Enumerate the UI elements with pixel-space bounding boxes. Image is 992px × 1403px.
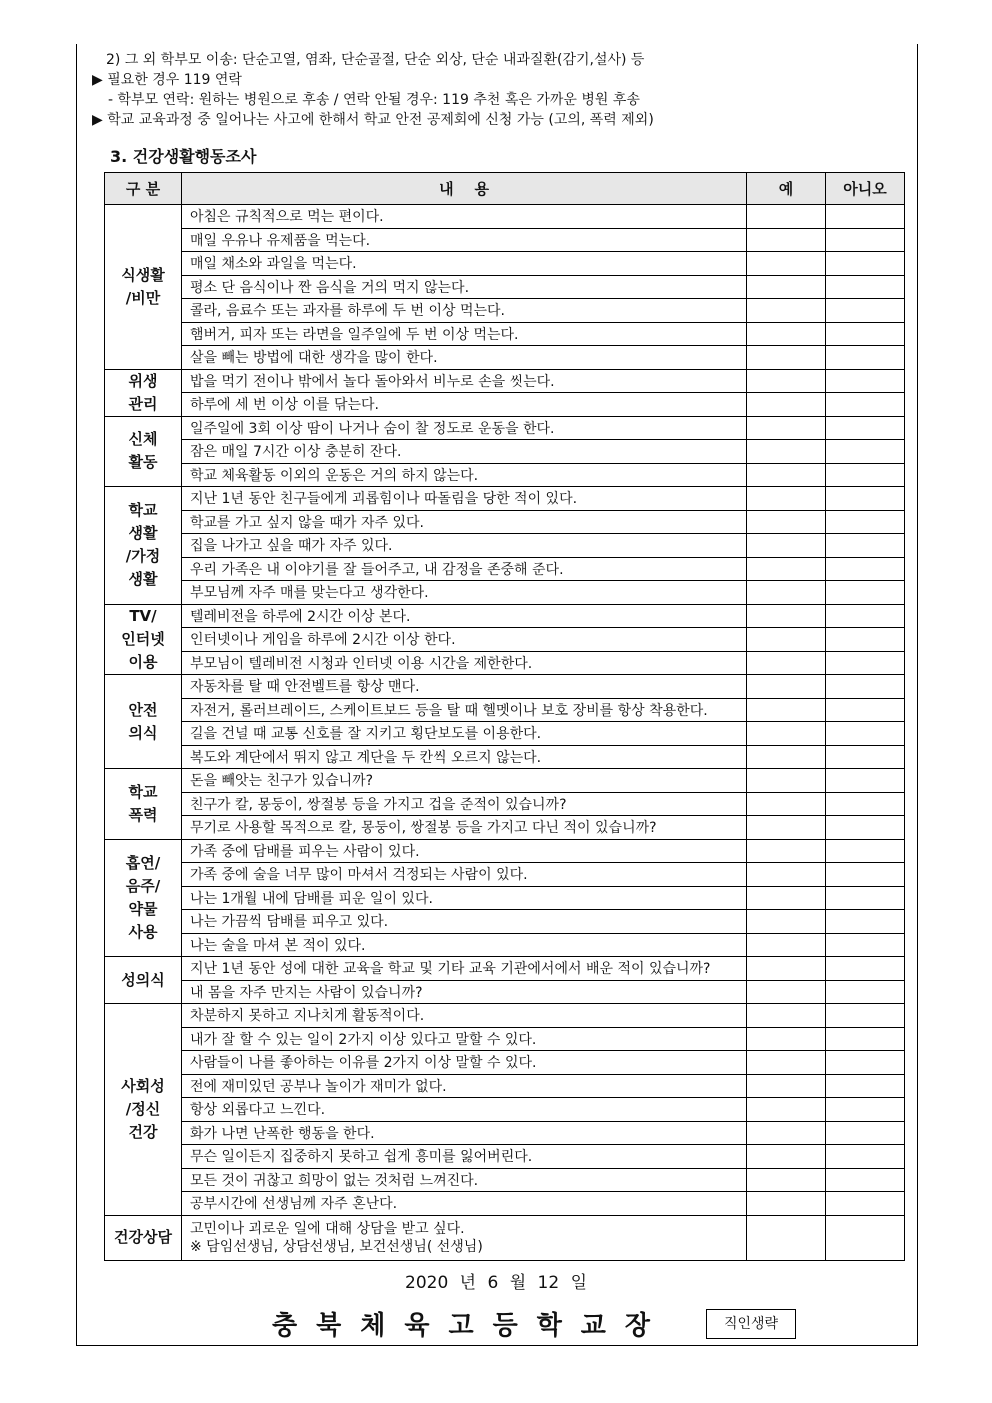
answer-yes-cell[interactable] (747, 863, 826, 887)
question-cell: 차분하지 못하고 지나치게 활동적이다. (182, 1004, 747, 1028)
answer-no-cell[interactable] (826, 651, 905, 675)
table-row (105, 1145, 905, 1169)
answer-no-cell[interactable] (826, 1027, 905, 1051)
answer-yes-cell[interactable] (747, 1098, 826, 1122)
answer-yes-cell[interactable] (747, 722, 826, 746)
header-content: 내 용 (182, 173, 747, 205)
header-no: 아니오 (826, 173, 905, 205)
question-cell: 집을 나가고 싶을 때가 자주 있다. (182, 534, 747, 558)
answer-yes-cell[interactable] (747, 205, 826, 229)
answer-no-cell[interactable] (826, 393, 905, 417)
question-cell: 일주일에 3회 이상 땀이 나거나 숨이 찰 정도로 운동을 한다. (182, 416, 747, 440)
question-cell: 내가 잘 할 수 있는 일이 2가지 이상 있다고 말할 수 있다. (182, 1027, 747, 1051)
answer-yes-cell[interactable] (747, 510, 826, 534)
table-row (105, 957, 905, 981)
table-row (105, 510, 905, 534)
answer-no-cell[interactable] (826, 1192, 905, 1216)
answer-yes-cell[interactable] (747, 604, 826, 628)
answer-no-cell[interactable] (826, 1215, 905, 1260)
answer-yes-cell[interactable] (747, 745, 826, 769)
answer-no-cell[interactable] (826, 322, 905, 346)
health-survey-table (104, 172, 905, 1261)
answer-yes-cell[interactable] (747, 980, 826, 1004)
table-row (105, 1027, 905, 1051)
question-cell: 하루에 세 번 이상 이를 닦는다. (182, 393, 747, 417)
answer-yes-cell[interactable] (747, 816, 826, 840)
answer-no-cell[interactable] (826, 463, 905, 487)
category-cell: 식생활 /비만 (105, 205, 182, 370)
answer-no-cell[interactable] (826, 722, 905, 746)
answer-yes-cell[interactable] (747, 957, 826, 981)
table-row (105, 816, 905, 840)
table-row (105, 722, 905, 746)
table-row (105, 346, 905, 370)
table-row (105, 792, 905, 816)
question-cell: 고민이나 괴로운 일에 대해 상담을 받고 싶다. ※ 담임선생님, 상담선생님, 보건선생님( 선생님) (182, 1215, 747, 1260)
answer-no-cell[interactable] (826, 792, 905, 816)
answer-no-cell[interactable] (826, 275, 905, 299)
answer-yes-cell[interactable] (747, 1121, 826, 1145)
category-cell: 사회성 /정신 건강 (105, 1004, 182, 1216)
question-cell: 사람들이 나를 좋아하는 이유를 2가지 이상 말할 수 있다. (182, 1051, 747, 1075)
answer-no-cell[interactable] (826, 1098, 905, 1122)
table-row (105, 369, 905, 393)
answer-yes-cell[interactable] (747, 346, 826, 370)
table-row (105, 1168, 905, 1192)
category-cell: 학교 폭력 (105, 769, 182, 840)
category-cell: 성의식 (105, 957, 182, 1004)
answer-no-cell[interactable] (826, 510, 905, 534)
answer-no-cell[interactable] (826, 440, 905, 464)
answer-no-cell[interactable] (826, 1121, 905, 1145)
table-row (105, 1192, 905, 1216)
question-cell: 전에 재미있던 공부나 놀이가 재미가 없다. (182, 1074, 747, 1098)
category-cell: 학교 생활 /가정 생활 (105, 487, 182, 605)
question-cell: 친구가 칼, 몽둥이, 쌍절봉 등을 가지고 겁을 준적이 있습니까? (182, 792, 747, 816)
table-row (105, 675, 905, 699)
answer-yes-cell[interactable] (747, 557, 826, 581)
question-cell: 화가 나면 난폭한 행동을 한다. (182, 1121, 747, 1145)
intro-notes (90, 50, 910, 130)
answer-yes-cell[interactable] (747, 228, 826, 252)
table-row (105, 910, 905, 934)
table-row (105, 299, 905, 323)
table-row (105, 933, 905, 957)
table-row (105, 839, 905, 863)
table-row (105, 322, 905, 346)
category-cell: 흡연/ 음주/ 약물 사용 (105, 839, 182, 957)
question-cell: 항상 외롭다고 느낀다. (182, 1098, 747, 1122)
category-cell: TV/ 인터넷 이용 (105, 604, 182, 675)
answer-no-cell[interactable] (826, 839, 905, 863)
question-cell: 나는 1개월 내에 담배를 피운 일이 있다. (182, 886, 747, 910)
answer-no-cell[interactable] (826, 886, 905, 910)
answer-yes-cell[interactable] (747, 463, 826, 487)
question-cell: 평소 단 음식이나 짠 음식을 거의 먹지 않는다. (182, 275, 747, 299)
answer-yes-cell[interactable] (747, 933, 826, 957)
answer-yes-cell[interactable] (747, 675, 826, 699)
answer-yes-cell[interactable] (747, 581, 826, 605)
answer-no-cell[interactable] (826, 416, 905, 440)
answer-no-cell[interactable] (826, 675, 905, 699)
table-row (105, 651, 905, 675)
table-row (105, 769, 905, 793)
question-cell: 콜라, 음료수 또는 과자를 하루에 두 번 이상 먹는다. (182, 299, 747, 323)
answer-no-cell[interactable] (826, 698, 905, 722)
answer-no-cell[interactable] (826, 816, 905, 840)
table-row (105, 275, 905, 299)
document-date: 2020 년 6 월 12 일 (405, 1273, 587, 1293)
question-cell: 매일 채소와 과일을 먹는다. (182, 252, 747, 276)
question-cell: 학교 체육활동 이외의 운동은 거의 하지 않는다. (182, 463, 747, 487)
intro-line-4: ▶ 학교 교육과정 중 일어나는 사고에 한해서 학교 안전 공제회에 신청 가능 (고의, 폭력 제외) (92, 112, 654, 128)
question-cell: 아침은 규칙적으로 먹는 편이다. (182, 205, 747, 229)
answer-yes-cell[interactable] (747, 416, 826, 440)
question-cell: 가족 중에 담배를 피우는 사람이 있다. (182, 839, 747, 863)
answer-no-cell[interactable] (826, 745, 905, 769)
table-row (105, 1004, 905, 1028)
question-cell: 밥을 먹기 전이나 밖에서 놀다 돌아와서 비누로 손을 씻는다. (182, 369, 747, 393)
answer-no-cell[interactable] (826, 1145, 905, 1169)
question-cell: 나는 가끔씩 담배를 피우고 있다. (182, 910, 747, 934)
answer-no-cell[interactable] (826, 957, 905, 981)
table-row (105, 628, 905, 652)
answer-yes-cell[interactable] (747, 839, 826, 863)
answer-yes-cell[interactable] (747, 369, 826, 393)
answer-yes-cell[interactable] (747, 440, 826, 464)
answer-no-cell[interactable] (826, 581, 905, 605)
table-row (105, 534, 905, 558)
table-row (105, 487, 905, 511)
question-cell: 자동차를 탈 때 안전벨트를 항상 맨다. (182, 675, 747, 699)
table-row (105, 886, 905, 910)
question-cell: 복도와 계단에서 뛰지 않고 계단을 두 칸씩 오르지 않는다. (182, 745, 747, 769)
table-row (105, 1098, 905, 1122)
question-cell: 살을 빼는 방법에 대한 생각을 많이 한다. (182, 346, 747, 370)
question-cell: 가족 중에 술을 너무 많이 마셔서 걱정되는 사람이 있다. (182, 863, 747, 887)
intro-line-3: - 학부모 연락: 원하는 병원으로 후송 / 연락 안될 경우: 119 추천 혹은 가까운 병원 후송 (108, 92, 640, 108)
answer-yes-cell[interactable] (747, 698, 826, 722)
table-row (105, 252, 905, 276)
answer-yes-cell[interactable] (747, 487, 826, 511)
answer-no-cell[interactable] (826, 910, 905, 934)
question-cell: 돈을 빼앗는 친구가 있습니까? (182, 769, 747, 793)
answer-no-cell[interactable] (826, 604, 905, 628)
answer-yes-cell[interactable] (747, 886, 826, 910)
answer-no-cell[interactable] (826, 1004, 905, 1028)
answer-yes-cell[interactable] (747, 299, 826, 323)
answer-no-cell[interactable] (826, 769, 905, 793)
table-row (105, 393, 905, 417)
answer-no-cell[interactable] (826, 557, 905, 581)
table-row (105, 1121, 905, 1145)
answer-no-cell[interactable] (826, 980, 905, 1004)
question-cell: 나는 술을 마셔 본 적이 있다. (182, 933, 747, 957)
answer-no-cell[interactable] (826, 205, 905, 229)
answer-yes-cell[interactable] (747, 322, 826, 346)
answer-yes-cell[interactable] (747, 628, 826, 652)
question-cell: 자전거, 롤러브레이드, 스케이트보드 등을 탈 때 헬멧이나 보호 장비를 항상 착용한다. (182, 698, 747, 722)
answer-yes-cell[interactable] (747, 1004, 826, 1028)
header-category: 구 분 (105, 173, 182, 205)
table-row (105, 698, 905, 722)
table-header-row (105, 173, 905, 205)
table-row (105, 863, 905, 887)
seal-omitted-box: 직인생략 (706, 1309, 796, 1339)
answer-yes-cell[interactable] (747, 1168, 826, 1192)
answer-yes-cell[interactable] (747, 252, 826, 276)
answer-no-cell[interactable] (826, 933, 905, 957)
answer-yes-cell[interactable] (747, 769, 826, 793)
question-cell: 학교를 가고 싶지 않을 때가 자주 있다. (182, 510, 747, 534)
answer-no-cell[interactable] (826, 252, 905, 276)
section-title: 3. 건강생활행동조사 (110, 147, 257, 166)
answer-yes-cell[interactable] (747, 910, 826, 934)
question-cell: 무기로 사용할 목적으로 칼, 몽둥이, 쌍절봉 등을 가지고 다닌 적이 있습니까? (182, 816, 747, 840)
question-cell: 모든 것이 귀찮고 희망이 없는 것처럼 느껴진다. (182, 1168, 747, 1192)
intro-line-2: ▶ 필요한 경우 119 연락 (92, 72, 242, 88)
answer-yes-cell[interactable] (747, 1192, 826, 1216)
question-cell: 길을 건널 때 교통 신호를 잘 지키고 횡단보도를 이용한다. (182, 722, 747, 746)
answer-no-cell[interactable] (826, 534, 905, 558)
question-cell: 내 몸을 자주 만지는 사람이 있습니까? (182, 980, 747, 1004)
answer-yes-cell[interactable] (747, 1145, 826, 1169)
table-row (105, 980, 905, 1004)
category-cell: 신체 활동 (105, 416, 182, 487)
question-cell: 잠은 매일 7시간 이상 충분히 잔다. (182, 440, 747, 464)
table-row (105, 604, 905, 628)
category-cell: 건강상담 (105, 1215, 182, 1260)
question-cell: 인터넷이나 게임을 하루에 2시간 이상 한다. (182, 628, 747, 652)
question-cell: 지난 1년 동안 친구들에게 괴롭힘이나 따돌림을 당한 적이 있다. (182, 487, 747, 511)
answer-yes-cell[interactable] (747, 651, 826, 675)
question-cell: 부모님께 자주 매를 맞는다고 생각한다. (182, 581, 747, 605)
answer-yes-cell[interactable] (747, 393, 826, 417)
intro-line-1: 2) 그 외 학부모 이송: 단순고열, 염좌, 단순골절, 단순 외상, 단순 내과질환(감기,설사) 등 (106, 52, 645, 68)
answer-no-cell[interactable] (826, 487, 905, 511)
question-cell: 지난 1년 동안 성에 대한 교육을 학교 및 기타 교육 기관에서에서 배운 적이 있습니까? (182, 957, 747, 981)
table-row (105, 416, 905, 440)
question-cell: 무슨 일이든지 집중하지 못하고 쉽게 흥미를 잃어버린다. (182, 1145, 747, 1169)
question-cell: 우리 가족은 내 이야기를 잘 들어주고, 내 감정을 존중해 준다. (182, 557, 747, 581)
question-cell: 부모님이 텔레비전 시청과 인터넷 이용 시간을 제한한다. (182, 651, 747, 675)
answer-yes-cell[interactable] (747, 1215, 826, 1260)
answer-no-cell[interactable] (826, 228, 905, 252)
question-cell: 텔레비전을 하루에 2시간 이상 본다. (182, 604, 747, 628)
table-row (105, 1051, 905, 1075)
answer-yes-cell[interactable] (747, 534, 826, 558)
answer-yes-cell[interactable] (747, 275, 826, 299)
answer-no-cell[interactable] (826, 863, 905, 887)
answer-no-cell[interactable] (826, 346, 905, 370)
answer-yes-cell[interactable] (747, 792, 826, 816)
question-cell: 공부시간에 선생님께 자주 혼난다. (182, 1192, 747, 1216)
table-row (105, 440, 905, 464)
answer-no-cell[interactable] (826, 299, 905, 323)
question-cell: 햄버거, 피자 또는 라면을 일주일에 두 번 이상 먹는다. (182, 322, 747, 346)
table-row (105, 205, 905, 229)
header-yes: 예 (747, 173, 826, 205)
answer-yes-cell[interactable] (747, 1074, 826, 1098)
question-cell: 매일 우유나 유제품을 먹는다. (182, 228, 747, 252)
table-row (105, 581, 905, 605)
table-row (105, 463, 905, 487)
answer-no-cell[interactable] (826, 1074, 905, 1098)
answer-yes-cell[interactable] (747, 1027, 826, 1051)
table-row (105, 1074, 905, 1098)
answer-no-cell[interactable] (826, 1051, 905, 1075)
school-head-name: 충북체육고등학교장 (272, 1311, 670, 1341)
answer-yes-cell[interactable] (747, 1051, 826, 1075)
table-row (105, 228, 905, 252)
category-cell: 안전 의식 (105, 675, 182, 769)
answer-no-cell[interactable] (826, 1168, 905, 1192)
table-row (105, 745, 905, 769)
answer-no-cell[interactable] (826, 628, 905, 652)
category-cell: 위생 관리 (105, 369, 182, 416)
answer-no-cell[interactable] (826, 369, 905, 393)
table-row (105, 1215, 905, 1260)
table-row (105, 557, 905, 581)
